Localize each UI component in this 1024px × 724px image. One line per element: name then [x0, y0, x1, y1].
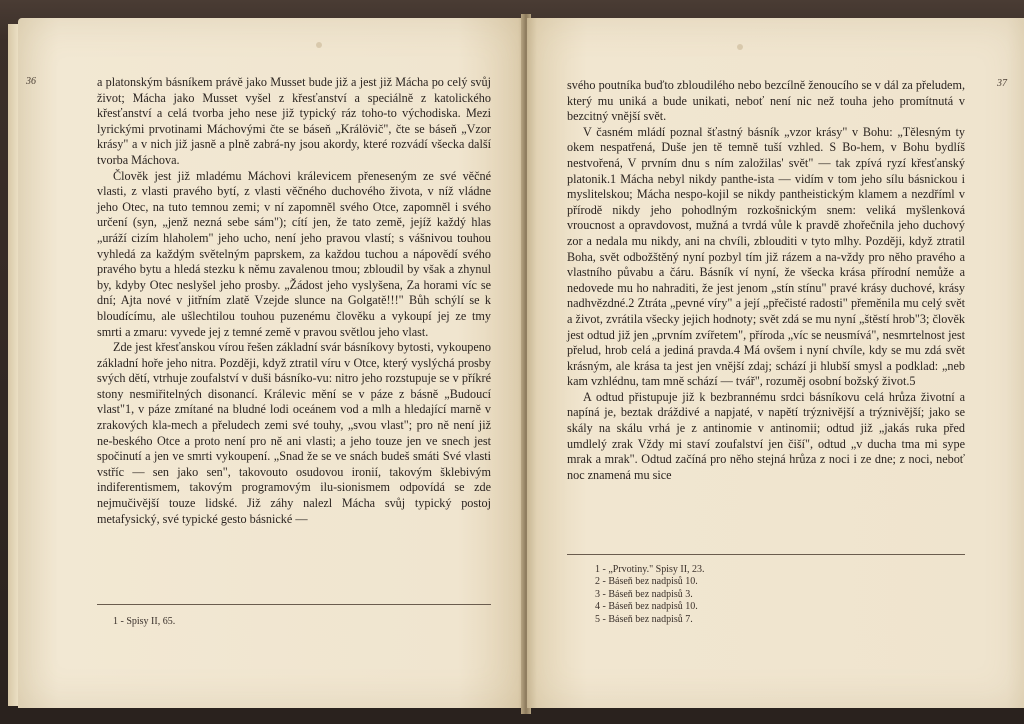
page-number-left: 36: [26, 76, 36, 87]
paragraph: a platonským básníkem právě jako Musset bude již a jest již Mácha po celý svůj život; Mácha jako Musset vyšel z křesťanství a speciálně z katolického křesťanství a celá tvorba jeho nese již typický ráz toho-to východiska. Mezi lyrickými prvotinami Máchovými čte se báseň „Králövič", čte se báseň „Vzor krásy" a v nich již jasně a plně zabrá-ny jsou akordy, které rozvádí všecka další tvorba Máchova.: [97, 75, 491, 167]
footnote-divider: [567, 554, 965, 555]
footnote: 1 - Spisy II, 65.: [113, 616, 176, 627]
right-page-body: [567, 78, 965, 483]
footnote: 5 - Báseň bez nadpisů 7.: [595, 613, 693, 625]
left-page: [18, 18, 525, 708]
footnote: 3 - Báseň bez nadpisů 3.: [595, 588, 693, 600]
paragraph: Zde jest křesťanskou vírou řešen základní svár básníkovy bytosti, vykoupeno základní hoře jeho nitra. Později, když ztratil víru v Otce, který vyslýchá prosby svých dětí, vtrhuje zoufalství v duši básníko-vu: nitro jeho rozstupuje se v příkré stony nesmiřitelných disonancí. Králevic mění se v páze z básně „Budoucí vlast"1, v páze zmítané na bludné lodi oceánem vod a mlh a hledající marně v zrakových kla-mech a přeludech zemi své touhy, „svou vlast"; pro ně není již ne-beského Otce a proto není pro ně ani vlasti; a jeho touze jen ve snech jest spočinutí a jen ve smrti vykoupení. „Snad že se ve snách budeš smáti Své vlasti vstříc — sen jako sen", takovouto osudovou ironií, takovým šklebivým indiferentismem, takovým programovým ilu-sionismem odpovídá se zde nejmučivější touze lidské. Již záhy nalezl Mácha svůj typický postoj metafysický, své typické gesto básnické —: [97, 340, 491, 526]
footnote: 4 - Báseň bez nadpisů 10.: [595, 601, 698, 613]
paragraph: A odtud přistupuje již k bezbrannému srdci básníkovu celá hrůza životní a napíná je, beztak dráždivé a napjaté, v napětí trýznivější a trýznivější; jako se skály na skálu vrhá je z antinomie v antinomii; odtud již „jakás ruka před umdlelý zrak Vždy mi staví zoufalství jen čiší", odtud „v ducha tma mi sype mrak a mrak". Odtud začíná pro něho stejná hrůza z noci i ze dne; z noci, neboť noc znamená mu sice: [567, 389, 965, 482]
paragraph: svého poutníka buďto zbloudilého nebo bezcílně ženoucího se v dál za přeludem, který mu uniká a bude unikati, neboť není nic než touha jeho promítnutá v bezcitný vnější svět.: [567, 78, 965, 124]
footnote: 1 - „Prvotiny." Spisy II, 23.: [595, 564, 705, 575]
paragraph: V časném mládí poznal šťastný básník „vzor krásy" v Bohu: „Tělesným ty okem nespatřená, Duše jen tě temně tuší vzhled. S Bo-hem, v Bohu bydlíš nestvořená, V prvním dnu s ním založilas' svět" — tak zpívá ryzí křesťanský platonik.1 Mácha nebyl nikdy panthe-ista — vidím v tom jeho sílu básnickou i myslitelskou; Mácha nespo-kojil se nikdy pantheistickým klamem a nezdříml v přírodě nikdy jeho pohodlným rozkošnickým snem: veliká myšlenková vroucnost a opravdovost, mužná a tvrdá vůle k pravdě zhořečnila jeho duchový zor a nedala mu nikdy, ani na chvíli, zblouditi v tyto mlhy. Později, když ztratil Boha, svět odbožštěný nyní pozbyl tím již rázem a na-vždy pro něho pravého a vlastního půvabu a čáru. Básník ví nyní, že všecka krása přírodní nemůže a nedovede mu ho nahraditi, že jest jenom „stín stínu" pravé krásy duchové, krásy nadhvězdné.2 Ztráta „pevné víry" a její „přečisté radosti" přeměnila mu celý svět a život, zvrátila všecky jejich hodnoty; svět zdá se mu nyní „štěstí hrob"3; člověk jest odtud již jen „prvním zvířetem", příroda „víc se neusmívá", nesmrtelnost jest přelud, hrob celá a jediná pravda.4 Má ovšem i nyní chvíle, kdy se mu zdá svět krásným, ale krása ta jest jen vnější zdaj; schází ji hlubší smysl a podklad: „neb kam vzhlédnu, tam mně schází — tvář", rozuměj osobní božský život.5: [567, 124, 965, 389]
footnote-divider: [97, 604, 491, 605]
right-page: [527, 18, 1024, 708]
paragraph: Člověk jest již mladému Máchovi králevicem přeneseným ze své věčné vlasti, z vlasti pravého bytí, z vlasti věčného duchového života, v níž vládne jeho Otec, na tuto temnou zemi; v ní zapomněl svého Otce, zapomněl i svého určení (syn, „jenž nezná sebe sám"); cítí jen, že tato země, jejíž každý hlas „uráží cizím hlaholem" jeho ucho, není jeho pravou vlastí; s vášnivou touhou vyhledá za každým světelným paprskem, za každou tuchou a nápovědí svého pravého bytu a hledá stezku k němu zavalenou tmou; zbloudil by však a zhynul by, kdyby Otec neslyšel jeho prosby. „Žádost jeho vyslyšena, Za horami víc se dní; Ajta nové v jitřním zlatě Vzejde slunce na Golgatě!!!" Bůh schýlí se k bloudícímu, ale ušlechtilou touhou puzenému člověku a vykoupí jej ze tmy smrti a zmaru: vyvede jej z temné země v pravou světlou jeho vlast.: [97, 168, 491, 339]
page-number-right: 37: [997, 78, 1007, 89]
paper-stain: [737, 44, 743, 50]
footnotes-left: [113, 616, 175, 628]
left-page-body: [97, 75, 491, 527]
footnote: 2 - Báseň bez nadpisů 10.: [595, 576, 698, 588]
footnotes-right: [595, 564, 705, 626]
paper-stain: [316, 42, 322, 48]
